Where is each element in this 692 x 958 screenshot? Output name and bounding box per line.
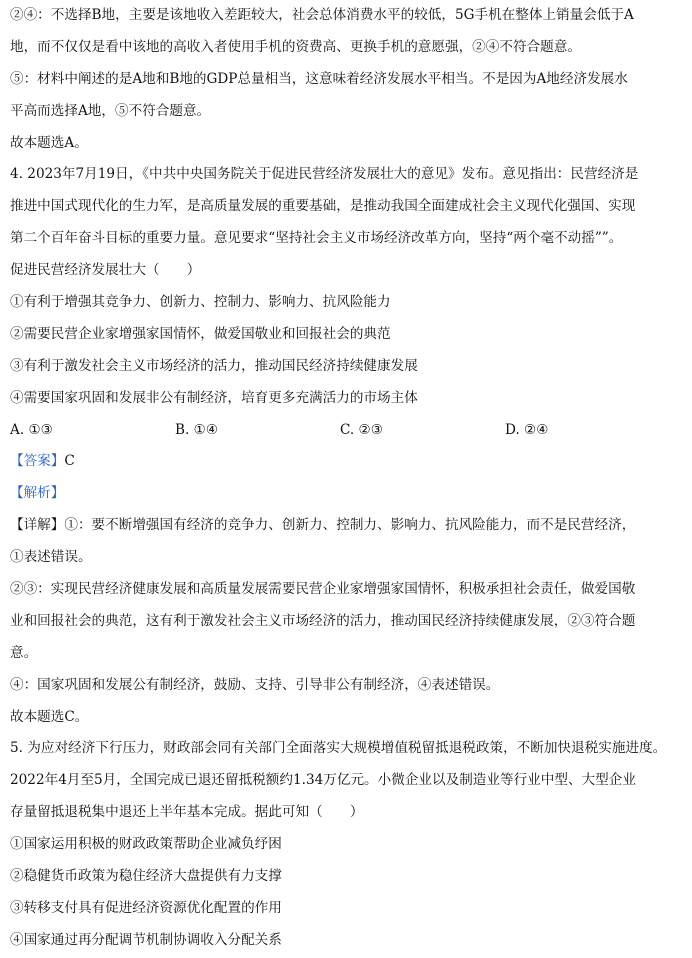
statement-4: ④国家通过再分配调节机制协调收入分配关系 bbox=[10, 931, 282, 948]
statement-1: ①国家运用积极的财政政策帮助企业减负纾困 bbox=[10, 836, 282, 853]
conclusion-line: 故本题选C。 bbox=[10, 708, 89, 725]
answer-tag: 【答案】 bbox=[10, 453, 65, 470]
text-line: ⑤：材料中阐述的是A地和B地的GDP总量相当，这意味着经济发展水平相当。不是因为A地经济发展水 bbox=[10, 70, 628, 87]
option-a: A. ①③ bbox=[10, 421, 53, 438]
answer-value: C bbox=[64, 453, 75, 470]
detail-line: ①表述错误。 bbox=[10, 549, 92, 566]
detail-line: 业和回报社会的典范，这有利于激发社会主义市场经济的活力，推动国民经济持续健康发展，②③符合题 bbox=[10, 612, 636, 629]
question-4-stem: 推进中国式现代化的生力军，是高质量发展的重要基础，是推动我国全面建成社会主义现代化强国、实现 bbox=[10, 198, 636, 215]
question-5-stem: 存量留抵退税集中退还上半年基本完成。据此可知（ ） bbox=[10, 804, 364, 821]
question-4-stem: 4. 2023年7月19日，《中共中央国务院关于促进民营经济发展壮大的意见》发布。意见指出：民营经济是 bbox=[10, 166, 639, 183]
detail-line bbox=[10, 510, 682, 542]
detail-line: 意。 bbox=[10, 644, 38, 661]
statement-4: ④需要国家巩固和发展非公有制经济，培育更多充满活力的市场主体 bbox=[10, 389, 418, 406]
detail-line: ④：国家巩固和发展公有制经济，鼓励、支持、引导非公有制经济，④表述错误。 bbox=[10, 676, 500, 693]
question-4-stem: 第二个百年奋斗目标的重要力量。意见要求“坚持社会主义市场经济改革方向，坚持“两个毫不动摇””。 bbox=[10, 230, 623, 247]
question-4-stem: 促进民营经济发展壮大（ ） bbox=[10, 262, 201, 279]
text-line: 地，而不仅仅是看中该地的高收入者使用手机的资费高、更换手机的意愿强，②④不符合题意。 bbox=[10, 38, 581, 55]
statement-3: ③有利于激发社会主义市场经济的活力，推动国民经济持续健康发展 bbox=[10, 357, 418, 374]
statement-2: ②需要民营企业家增强家国情怀，做爱国敬业和回报社会的典范 bbox=[10, 325, 391, 342]
analysis-line bbox=[10, 478, 682, 510]
option-c: C. ②③ bbox=[340, 421, 383, 438]
detail-text: ①：要不断增强国有经济的竞争力、创新力、控制力、影响力、抗风险能力，而不是民营经济， bbox=[64, 517, 636, 534]
statement-3: ③转移支付具有促进经济资源优化配置的作用 bbox=[10, 899, 282, 916]
analysis-tag: 【解析】 bbox=[10, 485, 65, 502]
text-line: 平高而选择A地，⑤不符合题意。 bbox=[10, 102, 211, 119]
statement-1: ①有利于增强其竞争力、创新力、控制力、影响力、抗风险能力 bbox=[10, 294, 391, 311]
question-5-stem: 5. 为应对经济下行压力，财政部会同有关部门全面落实大规模增值税留抵退税政策，不断加快退税实施进度。 bbox=[10, 740, 667, 757]
detail-line: ②③：实现民营经济健康发展和高质量发展需要民营企业家增强家国情怀，积极承担社会责任，做爱国敬 bbox=[10, 581, 636, 598]
answer-line bbox=[10, 446, 682, 478]
option-b: B. ①④ bbox=[175, 421, 219, 438]
text-line: ②④：不选择B地，主要是该地收入差距较大，社会总体消费水平的较低，5G手机在整体上销量会低于A bbox=[10, 7, 634, 23]
statement-2: ②稳健货币政策为稳住经济大盘提供有力支撑 bbox=[10, 868, 282, 885]
conclusion-line: 故本题选A。 bbox=[10, 134, 88, 151]
option-d: D. ②④ bbox=[505, 421, 549, 438]
answer-options bbox=[10, 415, 682, 447]
detail-tag: 【详解】 bbox=[10, 517, 65, 534]
question-5-stem: 2022年4月至5月，全国完成已退还留抵税额约1.34万亿元。小微企业以及制造业等行业中型、大型企业 bbox=[10, 772, 636, 789]
